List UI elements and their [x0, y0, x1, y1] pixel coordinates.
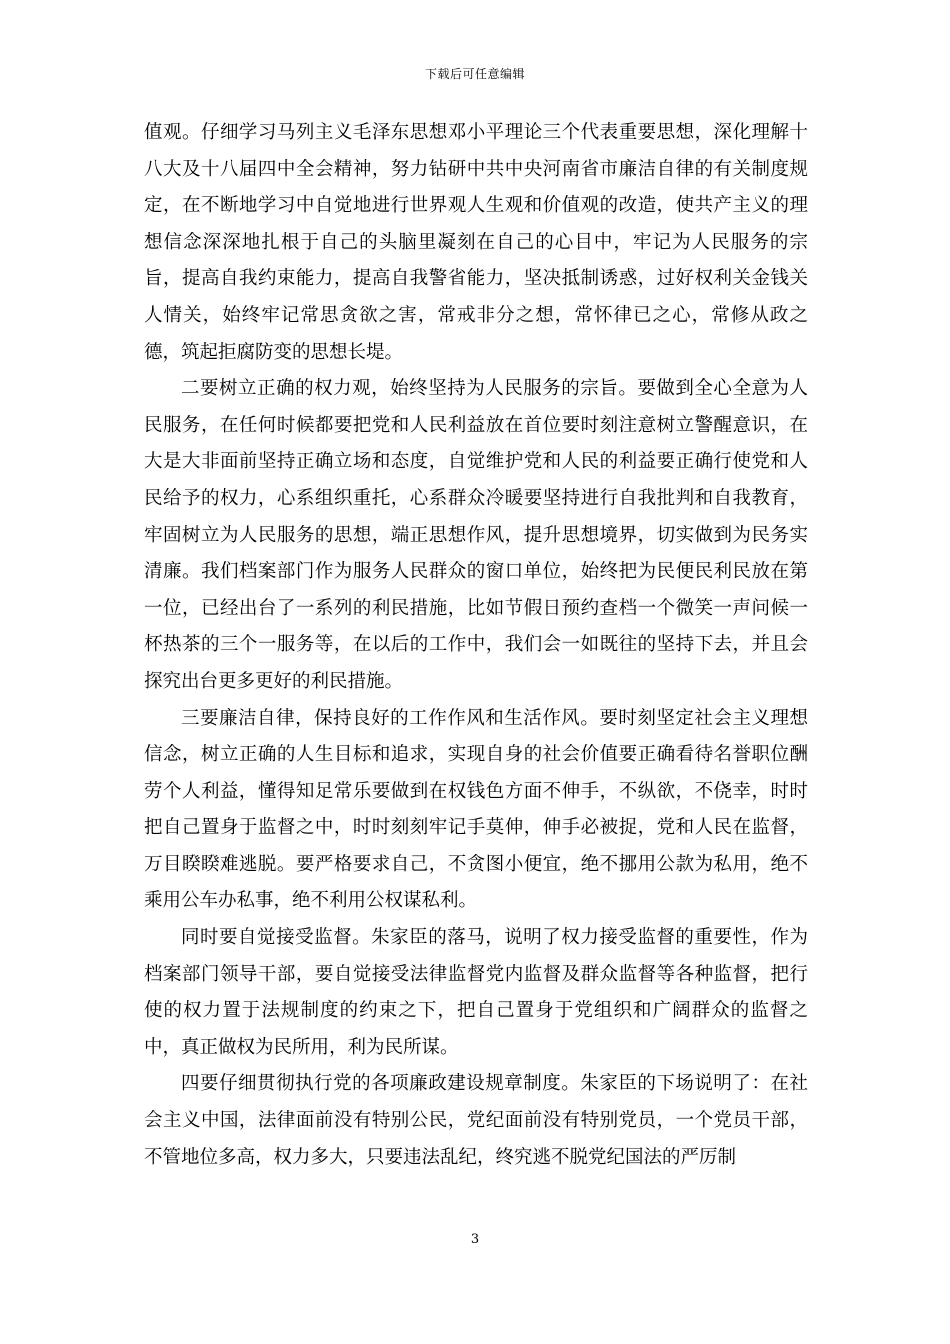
paragraph-power-view: 二要树立正确的权力观，始终坚持为人民服务的宗旨。要做到全心全意为人民服务，在任何时候都要把党和人民利益放在首位要时刻注意树立警醒意识，在大是大非面前坚持正确立场和态度，自觉维护党和人民的利益要正确行使党和人民给予的权力，心系组织重托，心系群众冷暖要坚持进行自我批判和自我教育，牢固树立为人民服务的思想，端正思想作风，提升思想境界，切实做到为民务实清廉。我们档案部门作为服务人民群众的窗口单位，始终把为民便民利民放在第一位，已经出台了一系列的利民措施，比如节假日预约查档一个微笑一声问候一杯热茶的三个一服务等，在以后的工作中，我们会一如既往的坚持下去，并且会探究出台更多更好的利民措施。 — [144, 378, 808, 692]
paragraph-continuation: 值观。仔细学习马列主义毛泽东思想邓小平理论三个代表重要思想，深化理解十八大及十八届四中全会精神，努力钻研中共中央河南省市廉洁自律的有关制度规定，在不断地学习中自觉地进行世界观人生观和价值观的改造，使共产主义的理想信念深深地扎根于自己的头脑里凝刻在自己的心目中，牢记为人民服务的宗旨，提高自我约束能力，提高自我警省能力，坚决抵制诱惑，过好权利关金钱关人情关，始终牢记常思贪欲之害，常戒非分之想，常怀律已之心，常修从政之德，筑起拒腐防变的思想长堤。 — [144, 122, 808, 363]
page-header: 下载后可任意编辑 — [424, 67, 525, 81]
paragraph-regulations: 四要仔细贯彻执行党的各项廉政建设规章制度。朱家臣的下场说明了：在社会主义中国，法律面前没有特别公民，党纪面前没有特别党员，一个党员干部，不管地位多高，权力多大，只要违法乱纪，终究逃不脱党纪国法的严厉制 — [144, 1073, 808, 1168]
paragraph-self-discipline: 三要廉洁自律，保持良好的工作作风和生活作风。要时刻坚定社会主义理想信念，树立正确的人生目标和追求，实现自身的社会价值要正确看待名誉职位酬劳个人利益，懂得知足常乐要做到在权钱色方面不伸手，不纵欲，不侥幸，时时把自己置身于监督之中，时时刻刻牢记手莫伸，伸手必被捉，党和人民在监督，万目睽睽难逃脱。要严格要求自己，不贪图小便宜，绝不挪用公款为私用，绝不乘用公车办私事，绝不利用公权谋私利。 — [144, 707, 808, 912]
paragraph-supervision: 同时要自觉接受监督。朱家臣的落马，说明了权力接受监督的重要性，作为档案部门领导干部，要自觉接受法律监督党内监督及群众监督等各种监督，把行使的权力置于法规制度的约束之下，把自己置身于党组织和广阔群众的监督之中，真正做权为民所用，利为民所谋。 — [144, 927, 808, 1058]
page-number: 3 — [470, 1232, 480, 1247]
document-body — [144, 115, 808, 1176]
